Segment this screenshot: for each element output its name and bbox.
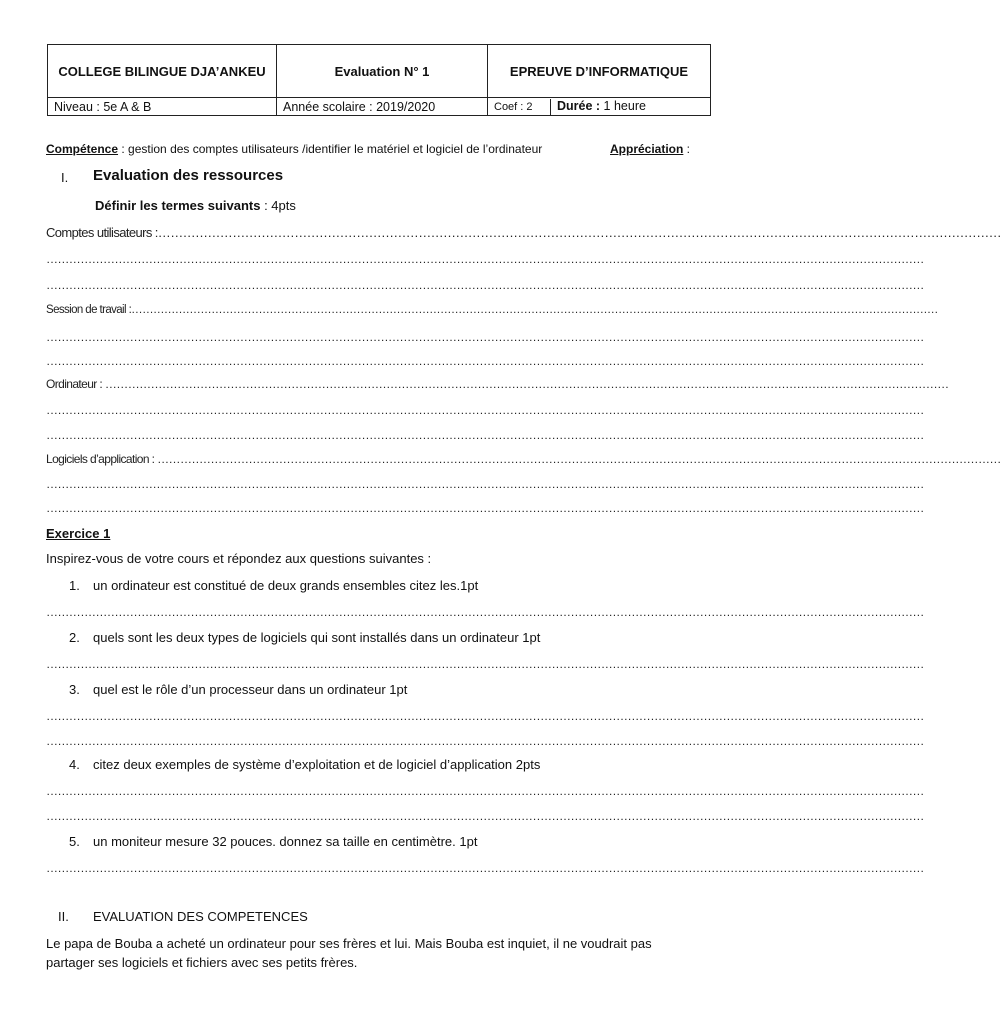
situation-paragraph-line-2: partager ses logiciels et fichiers avec ses petits frères. <box>46 955 358 970</box>
competence-text: : gestion des comptes utilisateurs /identifier le matériel et logiciel de l’ordinateur <box>118 142 543 156</box>
header-table <box>47 44 711 116</box>
term-label: Logiciels d’application : <box>46 452 158 466</box>
class-level: Niveau : 5e A & B <box>48 98 277 116</box>
answer-line: …………………………………………………………………………………………………………………………………………………………………………………………………………… <box>46 657 924 671</box>
term-comptes-line: Comptes utilisateurs :…………………………………………………………………………………………………………………………………………………………………………………… <box>46 225 1001 240</box>
question-text: citez deux exemples de système d’exploitation et de logiciel d’application 2pts <box>93 757 541 772</box>
term-logiciels-line: Logiciels d’application : …………………………………………………………………………………………………………………………………………………………………………………………………… <box>46 452 1001 466</box>
answer-line: …………………………………………………………………………………………………………………………………………………………………………………………………………… <box>46 252 924 266</box>
answer-line: …………………………………………………………………………………………………………………………………………………………………………………………………………… <box>46 403 924 417</box>
exercise-1-title: Exercice 1 <box>46 526 111 541</box>
answer-line: …………………………………………………………………………………………………………………………………………………………………………………………………………… <box>46 501 924 515</box>
term-session-line: Session de travail :…………………………………………………………………………………………………………………………………………………………………………………………………… <box>46 304 938 316</box>
appreciation: Appréciation : <box>610 142 691 156</box>
answer-line: …………………………………………………………………………………………………………………………………………………………………………………………………………… <box>46 428 924 442</box>
question-number: 2. <box>69 630 80 645</box>
school-year: Année scolaire : 2019/2020 <box>277 98 488 116</box>
question-text: quel est le rôle d’un processeur dans un ordinateur 1pt <box>93 682 408 697</box>
answer-line: …………………………………………………………………………………………………………………………………………………………………………………………………………… <box>46 861 924 875</box>
section-2-title: EVALUATION DES COMPETENCES <box>93 909 308 924</box>
duration-value: 1 heure <box>600 99 646 113</box>
competence-line <box>46 142 542 156</box>
coef-duration-cell <box>488 98 711 116</box>
question-number: 1. <box>69 578 80 593</box>
answer-line: …………………………………………………………………………………………………………………………………………………………………………………………………………… <box>46 354 924 368</box>
evaluation-number: Evaluation N° 1 <box>277 45 488 98</box>
question-text: un ordinateur est constitué de deux grands ensembles citez les.1pt <box>93 578 479 593</box>
section-2-numeral: II. <box>58 909 69 924</box>
coefficient: Coef : 2 <box>488 99 551 115</box>
appreciation-label: Appréciation <box>610 142 684 156</box>
define-instruction: Définir les termes suivants : 4pts <box>95 198 296 213</box>
term-label: Ordinateur : <box>46 377 105 391</box>
answer-line: …………………………………………………………………………………………………………………………………………………………………………………………………………… <box>46 477 924 491</box>
term-label: Comptes utilisateurs : <box>46 225 158 240</box>
exercise-1-intro: Inspirez-vous de votre cours et répondez aux questions suivantes : <box>46 551 432 566</box>
question-number: 3. <box>69 682 80 697</box>
situation-paragraph-line-1: Le papa de Bouba a acheté un ordinateur pour ses frères et lui. Mais Bouba est inquiet, il ne voudrait pas <box>46 936 652 951</box>
subject-title: EPREUVE D’INFORMATIQUE <box>488 45 711 98</box>
term-ordinateur-line: Ordinateur : …………………………………………………………………………………………………………………………………………………………………………………………………… <box>46 377 949 391</box>
term-label: Session de travail : <box>46 304 132 316</box>
duration-label: Durée : <box>557 99 601 113</box>
competence-label: Compétence <box>46 142 119 156</box>
question-number: 4. <box>69 757 80 772</box>
question-text: un moniteur mesure 32 pouces. donnez sa taille en centimètre. 1pt <box>93 834 478 849</box>
school-name: COLLEGE BILINGUE DJA’ANKEU <box>48 45 277 98</box>
answer-line: …………………………………………………………………………………………………………………………………………………………………………………………………………… <box>46 605 924 619</box>
section-1-numeral: I. <box>61 170 69 185</box>
answer-line: …………………………………………………………………………………………………………………………………………………………………………………………………………… <box>46 330 924 344</box>
answer-line: …………………………………………………………………………………………………………………………………………………………………………………………………………… <box>46 278 924 292</box>
answer-line: …………………………………………………………………………………………………………………………………………………………………………………………………………… <box>46 784 924 798</box>
question-number: 5. <box>69 834 80 849</box>
answer-line: …………………………………………………………………………………………………………………………………………………………………………………………………………… <box>46 709 924 723</box>
question-text: quels sont les deux types de logiciels qui sont installés dans un ordinateur 1pt <box>93 630 541 645</box>
answer-line: …………………………………………………………………………………………………………………………………………………………………………………………………………… <box>46 734 924 748</box>
section-1-title: Evaluation des ressources <box>93 167 284 184</box>
answer-line: …………………………………………………………………………………………………………………………………………………………………………………………………………… <box>46 809 924 823</box>
